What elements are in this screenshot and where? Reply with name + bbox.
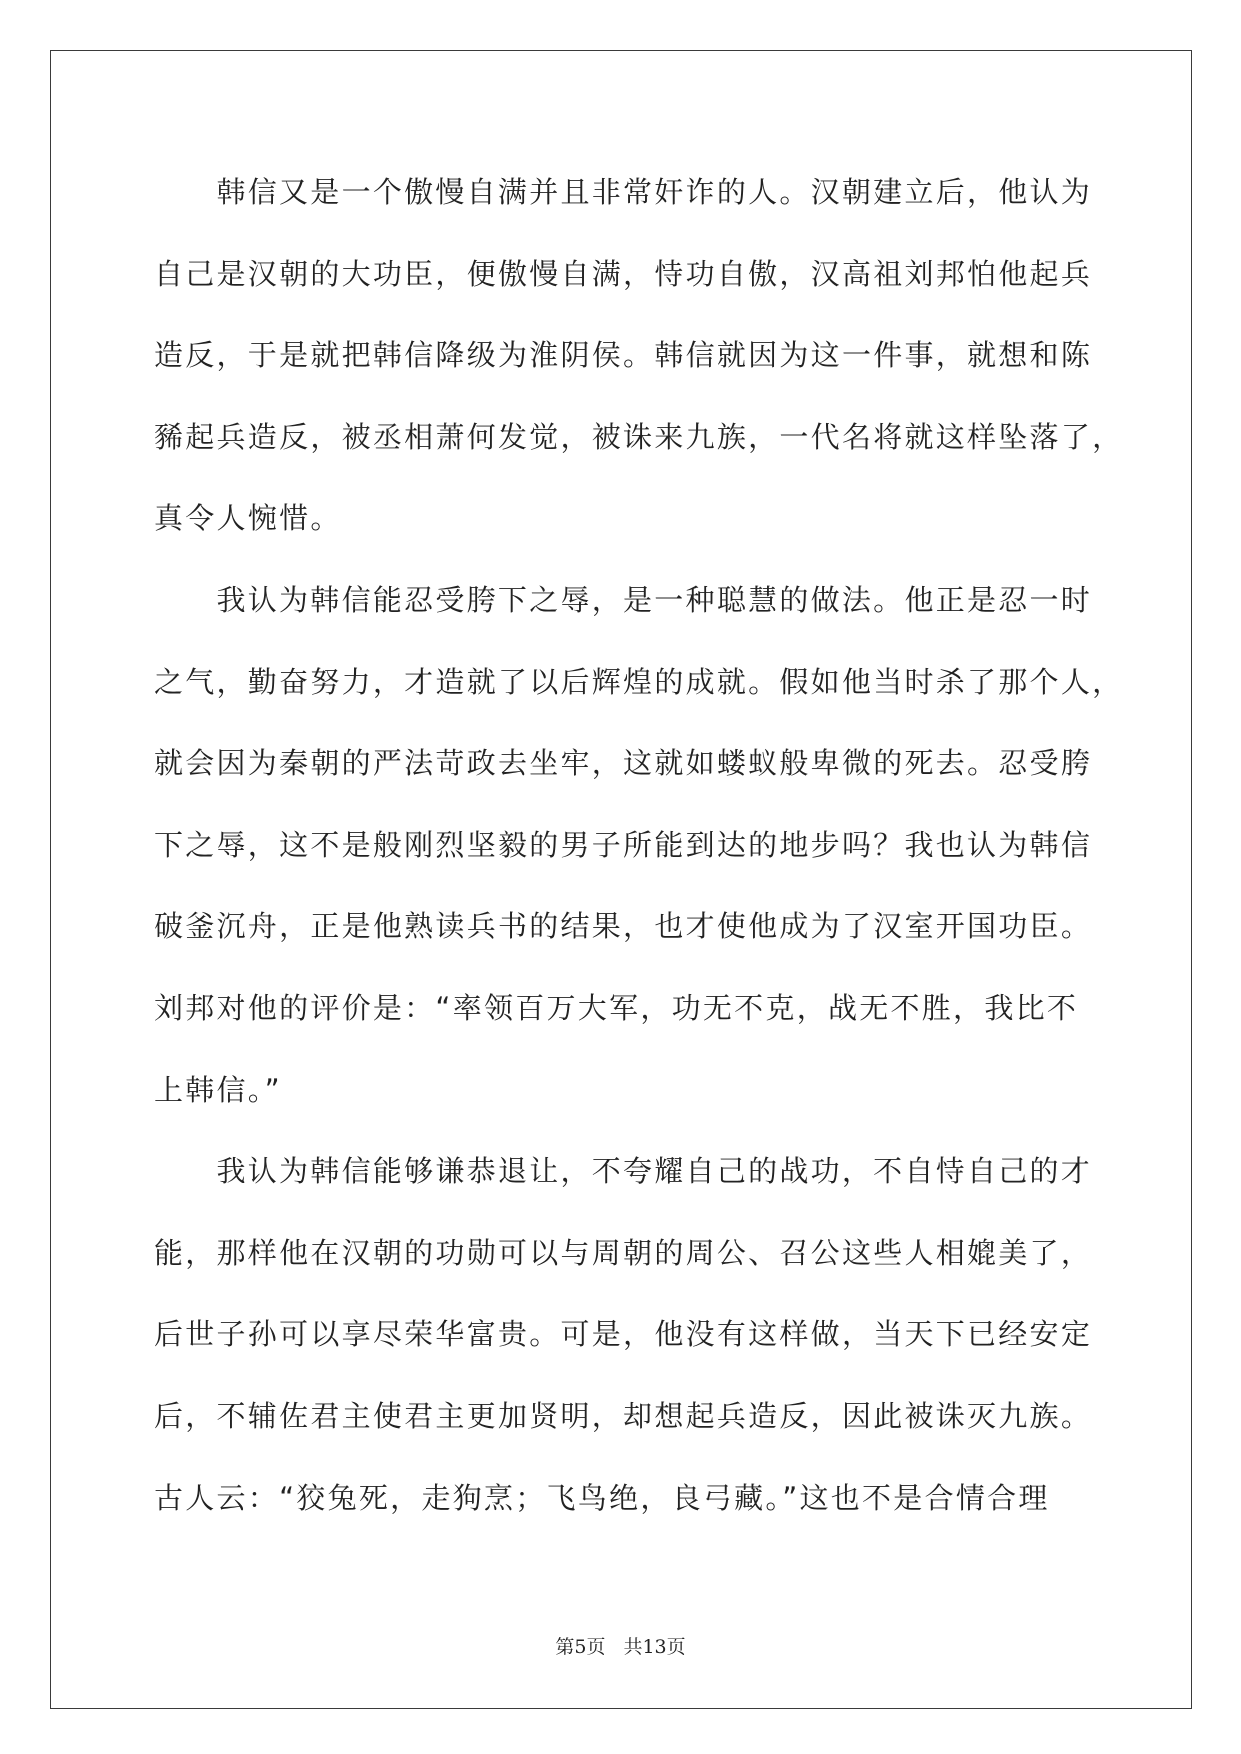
text-line: 下之辱，这不是般刚烈坚毅的男子所能到达的地步吗？我也认为韩信 xyxy=(154,827,1093,862)
text-line: 古人云：“狡兔死，走狗烹；飞鸟绝，良弓藏。”这也不是合情合理 xyxy=(154,1480,1050,1515)
text-line: 我认为韩信能忍受胯下之辱，是一种聪慧的做法。他正是忍一时 xyxy=(216,582,1093,617)
text-line: 我认为韩信能够谦恭退让，不夸耀自己的战功，不自恃自己的才 xyxy=(216,1154,1093,1189)
text-line: 真令人惋惜。 xyxy=(154,501,342,536)
text-line: 自己是汉朝的大功臣，便傲慢自满，恃功自傲，汉高祖刘邦怕他起兵 xyxy=(154,256,1093,291)
current-page-label: 第5页 xyxy=(555,1636,606,1658)
text-line: 之气，勤奋努力，才造就了以后辉煌的成就。假如他当时杀了那个人， xyxy=(154,664,1124,699)
text-line: 上韩信。” xyxy=(154,1072,282,1107)
paragraph xyxy=(154,560,1134,1131)
paragraph xyxy=(154,1131,1134,1539)
body-text xyxy=(154,152,1134,1539)
text-line: 刘邦对他的评价是：“率领百万大军，功无不克，战无不胜，我比不 xyxy=(154,990,1079,1025)
text-line: 造反，于是就把韩信降级为淮阴侯。韩信就因为这一件事，就想和陈 xyxy=(154,338,1093,373)
text-line: 就会因为秦朝的严法苛政去坐牢，这就如蝼蚁般卑微的死去。忍受胯 xyxy=(154,746,1093,781)
text-line: 能，那样他在汉朝的功勋可以与周朝的周公、召公这些人相媲美了， xyxy=(154,1235,1093,1270)
text-line: 破釜沉舟，正是他熟读兵书的结果，也才使他成为了汉室开国功臣。 xyxy=(154,909,1093,944)
page-footer xyxy=(0,1632,1241,1659)
text-line: 韩信又是一个傲慢自满并且非常奸诈的人。汉朝建立后，他认为 xyxy=(216,175,1093,209)
total-pages-label: 共13页 xyxy=(623,1636,686,1658)
paragraph xyxy=(154,152,1134,560)
text-line: 后，不辅佐君主使君主更加贤明，却想起兵造反，因此被诛灭九族。 xyxy=(154,1398,1093,1433)
text-line: 豨起兵造反，被丞相萧何发觉，被诛来九族，一代名将就这样坠落了， xyxy=(154,419,1124,454)
text-line: 后世子孙可以享尽荣华富贵。可是，他没有这样做，当天下已经安定 xyxy=(154,1317,1093,1352)
